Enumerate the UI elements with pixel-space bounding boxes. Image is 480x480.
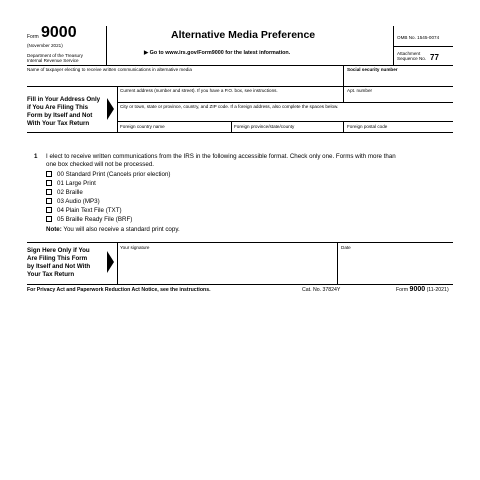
sign-line-4: Your Tax Return (27, 271, 75, 278)
sign-top-rule (27, 242, 453, 243)
option-label-plain-text: 04 Plain Text File (TXT) (57, 207, 122, 214)
address-left-border (117, 86, 118, 132)
option-label-audio: 03 Audio (MP3) (57, 198, 100, 205)
signature-field[interactable] (120, 252, 335, 282)
country-label: Foreign country name (120, 124, 165, 129)
footer-form-number: 9000 (409, 286, 426, 293)
option-checkbox-braille[interactable] (46, 189, 52, 195)
line-1-text-b: one box checked will not be processed. (46, 161, 155, 168)
signature-label: Your signature (120, 245, 150, 250)
option-checkbox-braille-ready[interactable] (46, 216, 52, 222)
address-bottom-rule (27, 132, 453, 133)
option-checkbox-large-print[interactable] (46, 180, 52, 186)
option-label-large-print: 01 Large Print (57, 180, 96, 187)
option-label-braille: 02 Braille (57, 189, 83, 196)
sequence-number: 77 (430, 53, 439, 62)
option-checkbox-standard-print[interactable] (46, 171, 52, 177)
option-checkbox-plain-text[interactable] (46, 207, 52, 213)
fill-in-line-1: Fill in Your Address Only (27, 96, 101, 103)
footer-form-id (396, 286, 449, 294)
line-1-number: 1 (34, 153, 38, 160)
sign-line-2: Are Filing This Form (27, 255, 88, 262)
footer-form-word: Form (396, 287, 410, 293)
ssn-divider (343, 66, 344, 86)
province-label: Foreign province/state/county (234, 124, 295, 129)
form-number: 9000 (41, 24, 77, 41)
sign-line-1: Sign Here Only if You (27, 247, 90, 254)
fill-in-arrow-icon (107, 98, 114, 120)
header-divider-left (106, 26, 107, 65)
ssn-label: Social security number (347, 67, 398, 72)
postal-label: Foreign postal code (347, 124, 388, 129)
name-label: Name of taxpayer electing to receive written communications in alternative media (27, 67, 192, 72)
form-revision: (November 2021) (27, 43, 63, 48)
note-label: Note: (46, 226, 62, 233)
fill-in-line-4: With Your Tax Return (27, 120, 90, 127)
form-word: Form (27, 34, 39, 40)
note-text: You will also receive a standard print copy. (61, 226, 180, 233)
fill-in-line-2: if You Are Filing This (27, 104, 89, 111)
attachment-label: Attachment (397, 51, 421, 56)
sign-left-border (117, 242, 118, 284)
note (46, 226, 180, 233)
sequence-label: Sequence No. (397, 56, 427, 61)
sign-arrow-icon (107, 251, 114, 273)
footer-revision: (11-2021) (425, 287, 449, 293)
date-divider (337, 242, 338, 284)
sign-bottom-rule (27, 284, 453, 285)
apt-divider (343, 86, 344, 102)
name-field[interactable] (27, 74, 342, 84)
line-1-text-a: I elect to receive written communications from the IRS in the following accessible format. Check only one. Forms with more than (46, 153, 396, 160)
city-row-rule (117, 121, 453, 122)
goto-instruction: ▶ Go to www.irs.gov/Form9000 for the latest information. (144, 50, 291, 56)
address-label: Current address (number and street). If you have a P.O. box, see instructions. (120, 88, 278, 93)
option-label-standard-print: 00 Standard Print (Cancels prior election) (57, 171, 171, 178)
apt-label: Apt. number (347, 88, 373, 93)
form-title: Alternative Media Preference (171, 29, 316, 41)
country-divider (231, 121, 232, 132)
province-divider (343, 121, 344, 132)
address-row-rule (117, 102, 453, 103)
fill-in-line-3: Form by Itself and Not (27, 112, 93, 119)
city-field[interactable] (120, 111, 451, 119)
service-label: Internal Revenue Service (27, 58, 79, 63)
ssn-field[interactable] (347, 74, 451, 84)
city-label: City or town, state or province, country, and ZIP code. If a foreign address, also complete the spaces below. (120, 104, 339, 109)
name-row-rule (27, 86, 453, 87)
omb-number: OMB No. 1545-0074 (397, 35, 440, 40)
option-checkbox-audio[interactable] (46, 198, 52, 204)
cat-number: Cat. No. 37824Y (302, 287, 341, 293)
date-field[interactable] (341, 252, 451, 282)
header-bottom-rule (27, 65, 453, 66)
sign-line-3: by Itself and Not With (27, 263, 91, 270)
option-label-braille-ready: 05 Braille Ready File (BRF) (57, 216, 133, 223)
date-label: Date (341, 245, 351, 250)
department-label: Department of the Treasury (27, 53, 83, 58)
omb-divider (393, 46, 453, 47)
privacy-notice: For Privacy Act and Paperwork Reduction Act Notice, see the instructions. (27, 287, 211, 293)
